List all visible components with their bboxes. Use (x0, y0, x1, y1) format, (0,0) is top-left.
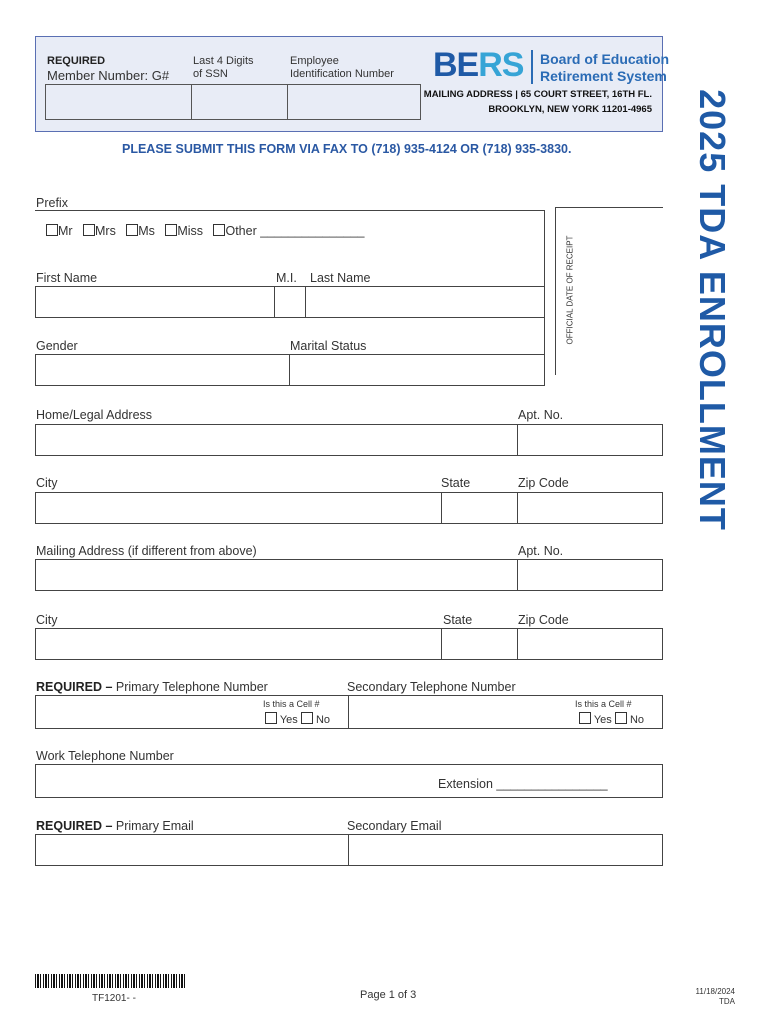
footer-tda: TDA (719, 997, 735, 1006)
home-zip-label: Zip Code (518, 476, 569, 490)
mi-field[interactable] (274, 286, 306, 318)
prefix-mr-label: Mr (58, 224, 73, 238)
prefix-miss-checkbox[interactable] (165, 224, 177, 236)
primary-email-field[interactable] (35, 834, 349, 866)
mailing-address-line1: MAILING ADDRESS | 65 COURT STREET, 16TH FL. (423, 89, 652, 100)
mailing-address-field[interactable] (35, 559, 518, 591)
mailing-state-label: State (443, 613, 473, 627)
mailing-apt-label: Apt. No. (518, 544, 564, 558)
secondary-cell-no-checkbox[interactable] (615, 712, 627, 724)
home-apt-field[interactable] (517, 424, 663, 456)
first-name-field[interactable] (35, 286, 275, 318)
page-number: Page 1 of 3 (360, 989, 417, 1001)
prefix-miss-label: Miss (177, 224, 204, 238)
member-number-label: Member Number: G# (47, 68, 170, 83)
home-address-field[interactable] (35, 424, 518, 456)
primary-cell-question: Is this a Cell # (263, 699, 320, 709)
prefix-other-label: Other (225, 224, 257, 238)
primary-cell-no-checkbox[interactable] (301, 712, 313, 724)
mailing-zip-label: Zip Code (518, 613, 569, 627)
form-code: TF1201- - (92, 993, 136, 1004)
primary-phone-label (36, 680, 268, 694)
home-zip-field[interactable] (517, 492, 663, 524)
home-apt-label: Apt. No. (518, 408, 564, 422)
home-address-label: Home/Legal Address (36, 408, 153, 422)
primary-cell-yes-checkbox[interactable] (265, 712, 277, 724)
fax-notice: PLEASE SUBMIT THIS FORM VIA FAX TO (718) 935-4124 OR (718) 935-3830. (122, 142, 572, 156)
marital-status-label: Marital Status (290, 339, 367, 353)
prefix-mrs-label: Mrs (95, 224, 116, 238)
mailing-city-field[interactable] (35, 628, 442, 660)
prefix-mr-checkbox[interactable] (46, 224, 58, 236)
prefix-options (46, 224, 365, 238)
official-receipt-label: OFFICIAL DATE OF RECEIPT (565, 235, 575, 345)
prefix-ms-checkbox[interactable] (126, 224, 138, 236)
barcode (35, 974, 187, 988)
extension-field[interactable]: Extension ________________ (438, 777, 608, 791)
primary-phone-text: Primary Telephone Number (115, 680, 268, 694)
ssn-label-1: Last 4 Digits (193, 55, 254, 67)
required-label: REQUIRED (47, 55, 106, 67)
secondary-cell-yes-checkbox[interactable] (579, 712, 591, 724)
last-name-label: Last Name (310, 271, 371, 285)
work-phone-label: Work Telephone Number (36, 749, 174, 763)
secondary-cell-yes-label: Yes (593, 714, 612, 726)
primary-email-required: REQUIRED – (36, 819, 113, 833)
mailing-address-line2: BROOKLYN, NEW YORK 11201-4965 (488, 104, 652, 115)
prefix-mrs-checkbox[interactable] (83, 224, 95, 236)
ssn-label-2: of SSN (193, 68, 228, 80)
employee-id-label-1: Employee (290, 55, 339, 67)
mailing-address-label: Mailing Address (if different from above) (36, 544, 257, 558)
logo-letters-be: BE (433, 46, 479, 84)
marital-status-field[interactable] (289, 354, 545, 386)
mi-label: M.I. (276, 271, 297, 285)
primary-phone-required: REQUIRED – (36, 680, 113, 694)
secondary-phone-label: Secondary Telephone Number (347, 680, 516, 694)
first-name-label: First Name (36, 271, 98, 285)
home-state-field[interactable] (441, 492, 518, 524)
mailing-zip-field[interactable] (517, 628, 663, 660)
form-title: 2025 TDA ENROLLMENT (692, 89, 733, 531)
mailing-state-field[interactable] (441, 628, 518, 660)
member-number-field[interactable] (45, 84, 192, 120)
home-city-field[interactable] (35, 492, 442, 524)
mailing-apt-field[interactable] (517, 559, 663, 591)
logo-org-line2: Retirement System (540, 68, 667, 84)
logo-org-line1: Board of Education (540, 51, 670, 67)
last-name-field[interactable] (305, 286, 545, 318)
primary-cell-yes-label: Yes (279, 714, 298, 726)
bers-logo (433, 46, 523, 85)
secondary-email-label: Secondary Email (347, 819, 442, 833)
home-city-label: City (36, 476, 58, 490)
secondary-cell-question: Is this a Cell # (575, 699, 632, 709)
footer-date: 11/18/2024 (695, 987, 735, 996)
primary-cell-no-label: No (315, 714, 330, 726)
primary-email-text: Primary Email (115, 819, 194, 833)
logo-divider (531, 50, 533, 84)
gender-label: Gender (36, 339, 78, 353)
prefix-label: Prefix (36, 196, 68, 210)
primary-email-label (36, 819, 194, 833)
prefix-ms-label: Ms (138, 224, 155, 238)
home-state-label: State (441, 476, 471, 490)
employee-id-label-2: Identification Number (290, 68, 394, 80)
prefix-other-checkbox[interactable] (213, 224, 225, 236)
logo-letters-rs: RS (478, 46, 524, 84)
secondary-cell-options (579, 712, 644, 726)
primary-cell-options (265, 712, 330, 726)
employee-id-field[interactable] (287, 84, 421, 120)
prefix-top-rule (35, 210, 545, 211)
ssn-field[interactable] (191, 84, 288, 120)
mailing-city-label: City (36, 613, 58, 627)
secondary-cell-no-label: No (629, 714, 644, 726)
prefix-other-blank[interactable]: _______________ (260, 224, 365, 238)
gender-field[interactable] (35, 354, 290, 386)
secondary-email-field[interactable] (348, 834, 663, 866)
